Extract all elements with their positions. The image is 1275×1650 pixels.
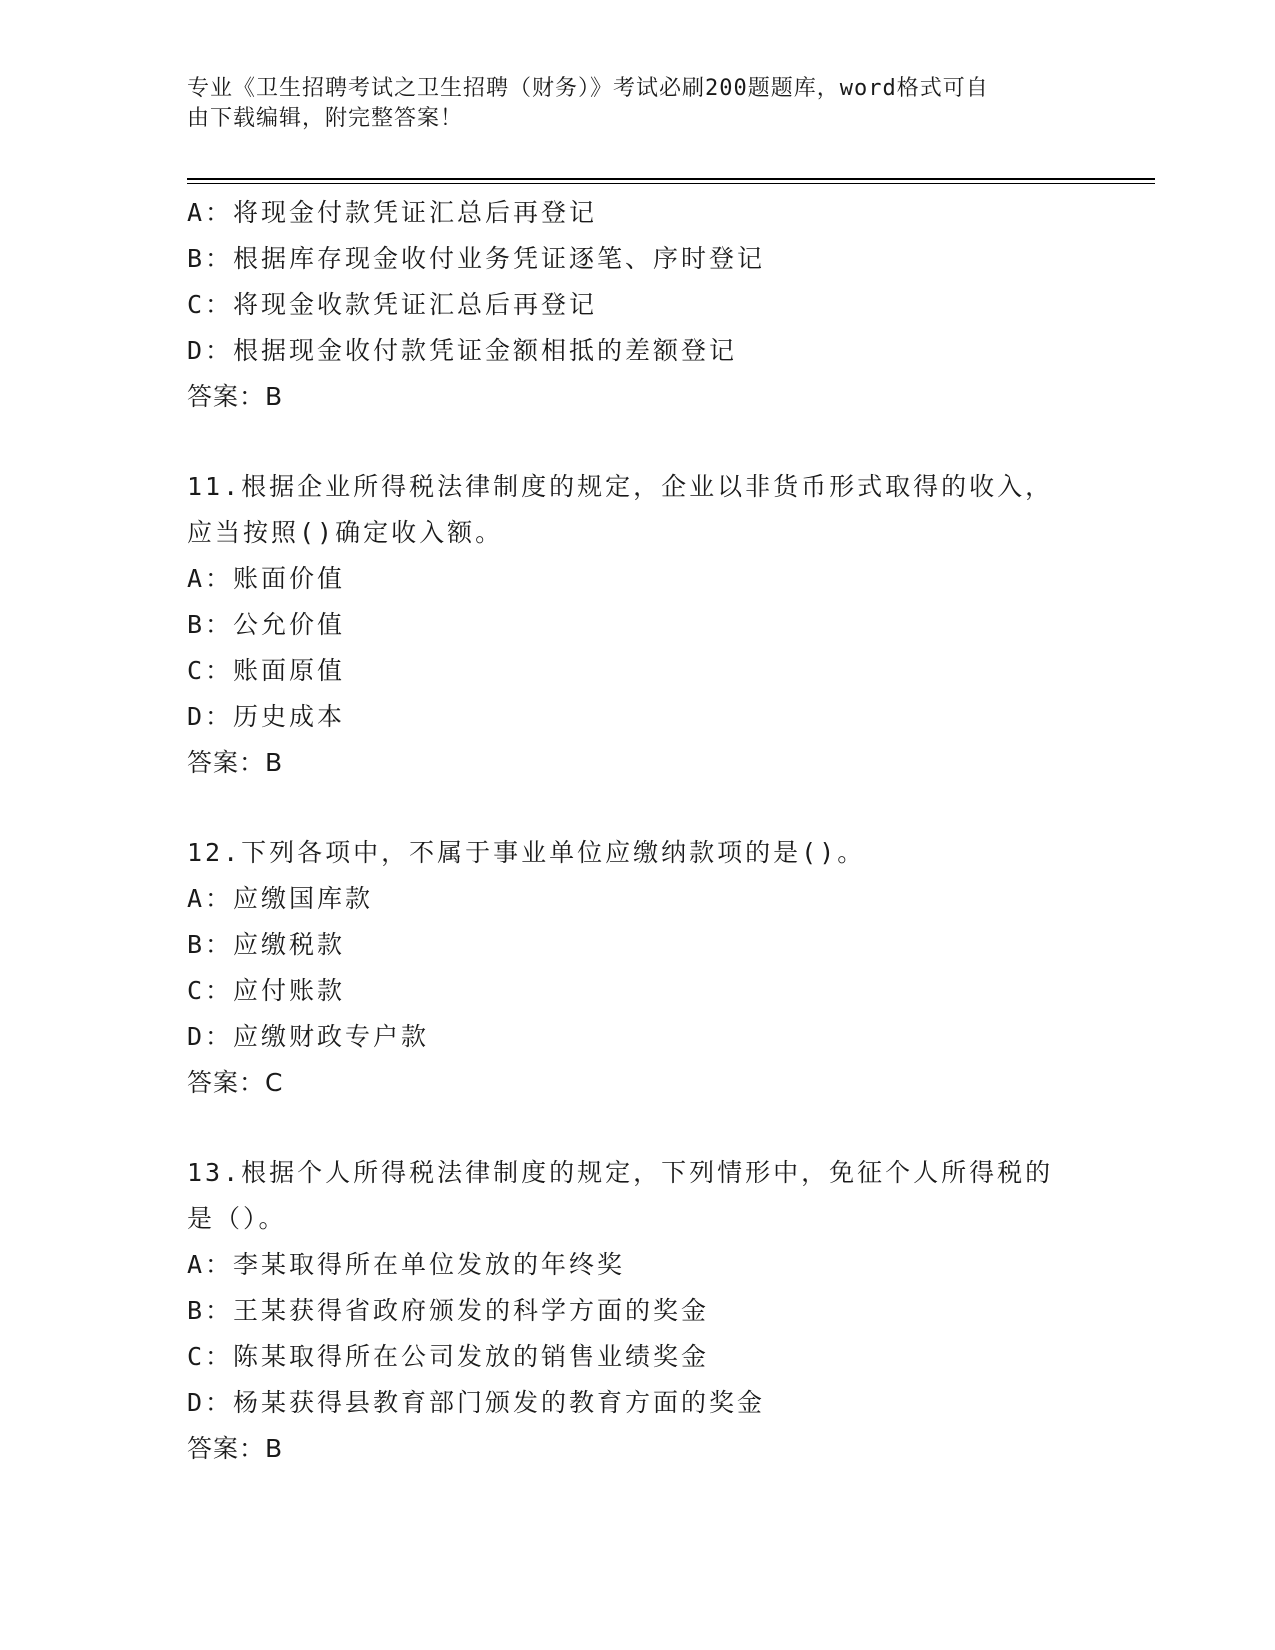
partial-question bbox=[187, 190, 1087, 420]
header-rule-thin bbox=[187, 183, 1155, 184]
option-b: B：公允价值 bbox=[187, 610, 346, 639]
option-c: C：账面原值 bbox=[187, 656, 346, 685]
question-stem-line: 是（）。 bbox=[187, 1204, 287, 1233]
option-a: A：应缴国库款 bbox=[187, 884, 374, 913]
option-b: B：王某获得省政府颁发的科学方面的奖金 bbox=[187, 1296, 710, 1325]
option-b: B：根据库存现金收付业务凭证逐笔、序时登记 bbox=[187, 244, 766, 273]
answer-line: 答案：B bbox=[187, 382, 284, 411]
question-13 bbox=[187, 1150, 1087, 1472]
option-a: A：将现金付款凭证汇总后再登记 bbox=[187, 198, 598, 227]
header-line-1: 专业《卫生招聘考试之卫生招聘（财务）》考试必刷200题题库，word格式可自 bbox=[187, 76, 989, 101]
question-11 bbox=[187, 464, 1087, 786]
option-d: D：根据现金收付款凭证金额相抵的差额登记 bbox=[187, 336, 738, 365]
option-d: D：杨某获得县教育部门颁发的教育方面的奖金 bbox=[187, 1388, 766, 1417]
option-a: A：账面价值 bbox=[187, 564, 346, 593]
answer-line: 答案：B bbox=[187, 1434, 284, 1463]
answer-line: 答案：B bbox=[187, 748, 284, 777]
header-rule-thick bbox=[187, 178, 1155, 180]
option-a: A：李某取得所在单位发放的年终奖 bbox=[187, 1250, 626, 1279]
question-stem-line: 13.根据个人所得税法律制度的规定，下列情形中，免征个人所得税的 bbox=[187, 1158, 1054, 1187]
question-stem-line: 应当按照()确定收入额。 bbox=[187, 518, 504, 547]
option-b: B：应缴税款 bbox=[187, 930, 346, 959]
option-c: C：应付账款 bbox=[187, 976, 346, 1005]
question-list bbox=[187, 190, 1087, 1472]
option-c: C：将现金收款凭证汇总后再登记 bbox=[187, 290, 598, 319]
document-header bbox=[187, 74, 1087, 134]
header-line-2: 由下载编辑，附完整答案！ bbox=[187, 106, 464, 131]
question-stem-line: 11.根据企业所得税法律制度的规定，企业以非货币形式取得的收入， bbox=[187, 472, 1054, 501]
question-12 bbox=[187, 830, 1087, 1106]
question-stem-line: 12.下列各项中，不属于事业单位应缴纳款项的是()。 bbox=[187, 838, 866, 867]
option-d: D：历史成本 bbox=[187, 702, 346, 731]
option-d: D：应缴财政专户款 bbox=[187, 1022, 430, 1051]
answer-line: 答案：C bbox=[187, 1068, 284, 1097]
option-c: C：陈某取得所在公司发放的销售业绩奖金 bbox=[187, 1342, 710, 1371]
